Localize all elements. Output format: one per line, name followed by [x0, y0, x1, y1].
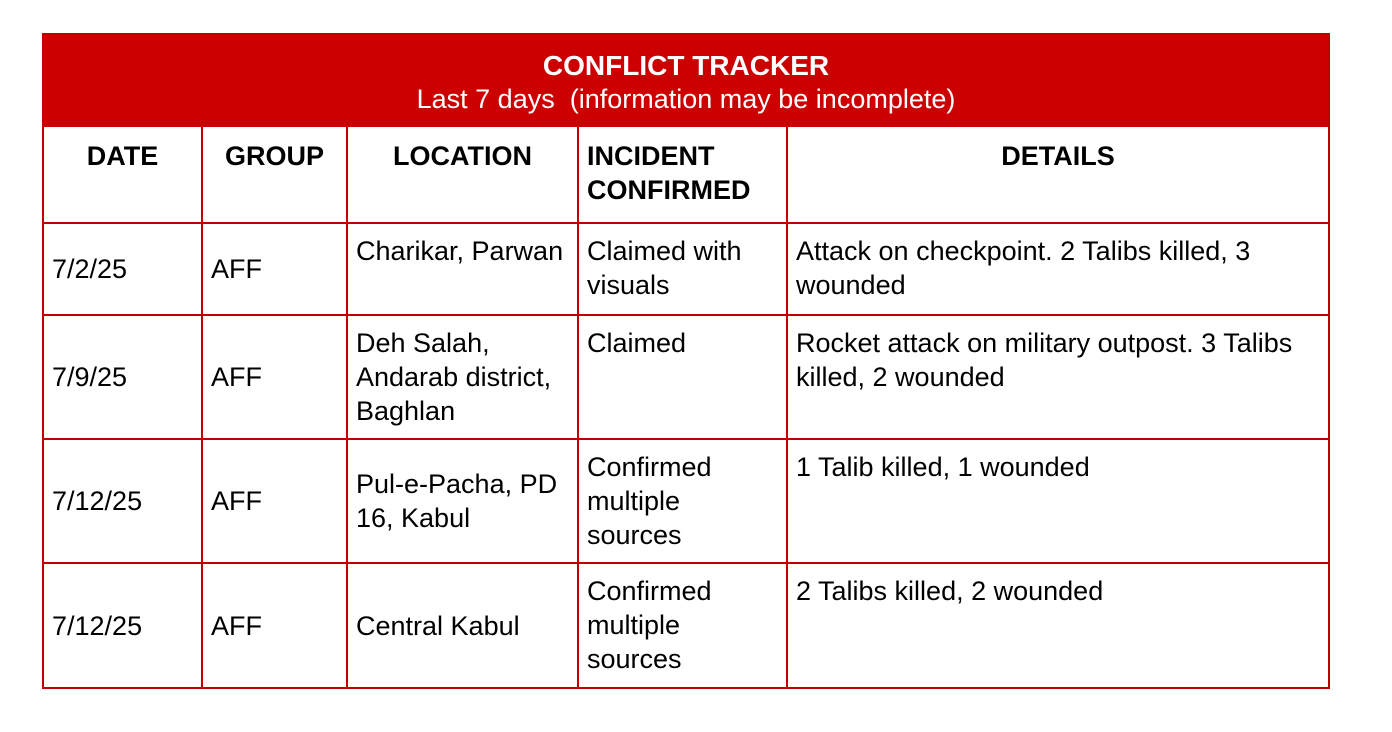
cell-group: AFF [202, 223, 347, 315]
cell-location: Deh Salah, Andarab district, Baghlan [347, 315, 578, 439]
cell-location: Charikar, Parwan [347, 223, 578, 315]
cell-details: Attack on checkpoint. 2 Talibs killed, 3 wounded [787, 223, 1328, 315]
cell-date: 7/2/25 [44, 223, 202, 315]
column-header-details: DETAILS [787, 127, 1328, 223]
column-header-date: DATE [44, 127, 202, 223]
cell-details: 1 Talib killed, 1 wounded [787, 439, 1328, 563]
column-header-location: LOCATION [347, 127, 578, 223]
cell-group: AFF [202, 439, 347, 563]
tracker-subtitle: Last 7 days (information may be incomplete) [416, 84, 956, 114]
header-row [44, 127, 1328, 223]
cell-date: 7/12/25 [44, 563, 202, 687]
tracker-title: CONFLICT TRACKER [542, 50, 830, 81]
cell-date: 7/9/25 [44, 315, 202, 439]
table-row [44, 223, 1328, 315]
tracker-banner [44, 35, 1328, 127]
column-header-incident-line1: INCIDENT [587, 141, 715, 171]
cell-group: AFF [202, 315, 347, 439]
table-row [44, 563, 1328, 687]
cell-location: Central Kabul [347, 563, 578, 687]
column-header-incident-line2: CONFIRMED [587, 175, 751, 205]
conflict-tracker-table [42, 33, 1330, 689]
cell-details: Rocket attack on military outpost. 3 Talibs killed, 2 wounded [787, 315, 1328, 439]
column-header-group: GROUP [202, 127, 347, 223]
cell-confirmed: Claimed with visuals [578, 223, 787, 315]
cell-confirmed: Claimed [578, 315, 787, 439]
table-row [44, 439, 1328, 563]
cell-date: 7/12/25 [44, 439, 202, 563]
column-header-incident-confirmed [578, 127, 787, 223]
cell-location: Pul-e-Pacha, PD 16, Kabul [347, 439, 578, 563]
table-row [44, 315, 1328, 439]
cell-confirmed: Confirmed multiple sources [578, 439, 787, 563]
cell-confirmed: Confirmed multiple sources [578, 563, 787, 687]
cell-details: 2 Talibs killed, 2 wounded [787, 563, 1328, 687]
incident-table [44, 127, 1328, 687]
cell-group: AFF [202, 563, 347, 687]
